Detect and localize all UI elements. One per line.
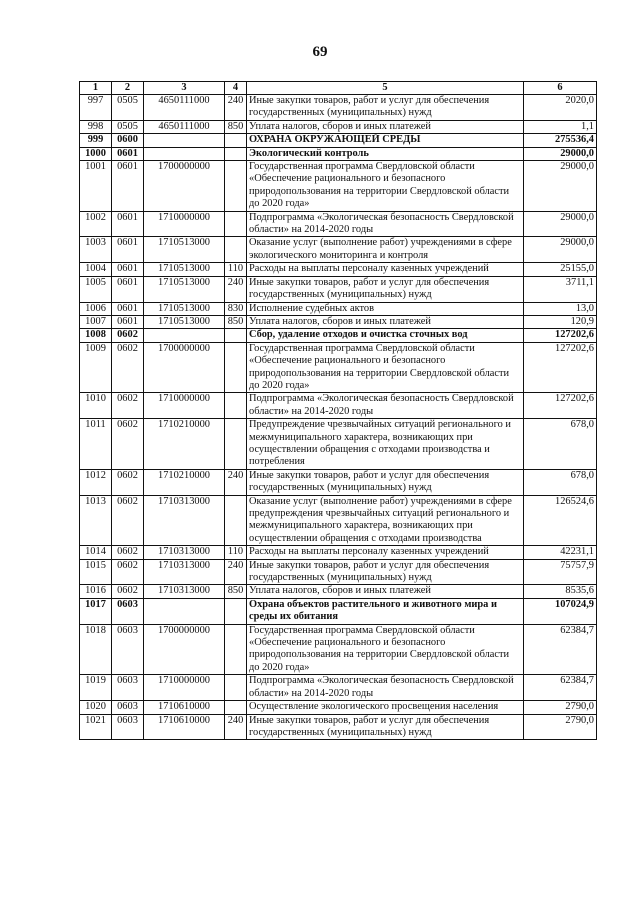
- section-code: 0601: [112, 211, 144, 237]
- amount: 8535,6: [524, 585, 597, 598]
- target-article-code: 1710513000: [144, 263, 225, 276]
- target-article-code: 1710610000: [144, 714, 225, 740]
- target-article-code: 1710000000: [144, 675, 225, 701]
- target-article-code: 1710000000: [144, 211, 225, 237]
- target-article-code: 1710513000: [144, 315, 225, 328]
- item-name: Экологический контроль: [247, 147, 524, 160]
- expense-type-code: 240: [225, 276, 247, 302]
- table-row: [80, 624, 597, 675]
- table-row: [80, 315, 597, 328]
- expense-type-code: [225, 624, 247, 675]
- table-row: [80, 546, 597, 559]
- target-article-code: 1710313000: [144, 559, 225, 585]
- section-code: 0602: [112, 393, 144, 419]
- expense-type-code: 850: [225, 585, 247, 598]
- amount: 3711,1: [524, 276, 597, 302]
- item-name: Исполнение судебных актов: [247, 302, 524, 315]
- target-article-code: 1710210000: [144, 419, 225, 470]
- header-col-5: 5: [247, 82, 524, 95]
- item-name: Оказание услуг (выполнение работ) учреждениями в сфере предупреждения чрезвычайных ситуаций регионального и межмуниципального характера, возникающих при осуществлении обращения с отходами производства: [247, 495, 524, 546]
- header-col-6: 6: [524, 82, 597, 95]
- amount: 127202,6: [524, 329, 597, 342]
- amount: 126524,6: [524, 495, 597, 546]
- table-row: [80, 237, 597, 263]
- row-number: 1007: [80, 315, 112, 328]
- row-number: 1001: [80, 161, 112, 212]
- row-number: 1019: [80, 675, 112, 701]
- table-row: [80, 263, 597, 276]
- row-number: 1013: [80, 495, 112, 546]
- item-name: Государственная программа Свердловской области «Обеспечение рационального и безопасного природопользования на территории Свердловской области до 2020 года»: [247, 624, 524, 675]
- expense-type-code: [225, 495, 247, 546]
- table-row: [80, 120, 597, 133]
- target-article-code: [144, 147, 225, 160]
- row-number: 1005: [80, 276, 112, 302]
- amount: 29000,0: [524, 237, 597, 263]
- item-name: Уплата налогов, сборов и иных платежей: [247, 585, 524, 598]
- section-code: 0602: [112, 495, 144, 546]
- header-col-3: 3: [144, 82, 225, 95]
- expense-type-code: [225, 211, 247, 237]
- expense-type-code: [225, 329, 247, 342]
- table-row: [80, 495, 597, 546]
- amount: 29000,0: [524, 161, 597, 212]
- amount: 13,0: [524, 302, 597, 315]
- item-name: Иные закупки товаров, работ и услуг для обеспечения государственных (муниципальных) нужд: [247, 559, 524, 585]
- expense-type-code: [225, 393, 247, 419]
- target-article-code: 1710313000: [144, 495, 225, 546]
- section-code: 0602: [112, 585, 144, 598]
- item-name: Расходы на выплаты персоналу казенных учреждений: [247, 546, 524, 559]
- item-name: Государственная программа Свердловской области «Обеспечение рационального и безопасного природопользования на территории Свердловской области до 2020 года»: [247, 342, 524, 393]
- row-number: 1003: [80, 237, 112, 263]
- section-code: 0603: [112, 701, 144, 714]
- table-row: [80, 329, 597, 342]
- row-number: 1014: [80, 546, 112, 559]
- amount: 25155,0: [524, 263, 597, 276]
- table-row: [80, 419, 597, 470]
- table-row: [80, 134, 597, 147]
- row-number: 1000: [80, 147, 112, 160]
- section-code: 0601: [112, 276, 144, 302]
- item-name: ОХРАНА ОКРУЖАЮЩЕЙ СРЕДЫ: [247, 134, 524, 147]
- section-code: 0603: [112, 598, 144, 624]
- target-article-code: 1710210000: [144, 469, 225, 495]
- item-name: Государственная программа Свердловской области «Обеспечение рационального и безопасного природопользования на территории Свердловской области до 2020 года»: [247, 161, 524, 212]
- expense-type-code: 240: [225, 469, 247, 495]
- row-number: 1004: [80, 263, 112, 276]
- expense-type-code: 850: [225, 315, 247, 328]
- target-article-code: 1710610000: [144, 701, 225, 714]
- header-row: [80, 82, 597, 95]
- item-name: Сбор, удаление отходов и очистка сточных вод: [247, 329, 524, 342]
- table-row: [80, 211, 597, 237]
- section-code: 0602: [112, 342, 144, 393]
- section-code: 0601: [112, 315, 144, 328]
- amount: 275536,4: [524, 134, 597, 147]
- target-article-code: 1710313000: [144, 585, 225, 598]
- header-col-4: 4: [225, 82, 247, 95]
- item-name: Иные закупки товаров, работ и услуг для обеспечения государственных (муниципальных) нужд: [247, 276, 524, 302]
- row-number: 1011: [80, 419, 112, 470]
- amount: 2790,0: [524, 714, 597, 740]
- amount: 29000,0: [524, 211, 597, 237]
- item-name: Уплата налогов, сборов и иных платежей: [247, 120, 524, 133]
- table-row: [80, 161, 597, 212]
- target-article-code: [144, 329, 225, 342]
- section-code: 0602: [112, 329, 144, 342]
- section-code: 0601: [112, 147, 144, 160]
- target-article-code: 1710000000: [144, 393, 225, 419]
- expense-type-code: 240: [225, 95, 247, 121]
- amount: 107024,9: [524, 598, 597, 624]
- expense-type-code: [225, 701, 247, 714]
- table-body: [80, 95, 597, 740]
- item-name: Охрана объектов растительного и животного мира и среды их обитания: [247, 598, 524, 624]
- section-code: 0601: [112, 237, 144, 263]
- target-article-code: 1710513000: [144, 237, 225, 263]
- expense-type-code: [225, 237, 247, 263]
- row-number: 1002: [80, 211, 112, 237]
- table-row: [80, 147, 597, 160]
- table-row: [80, 559, 597, 585]
- expense-type-code: 830: [225, 302, 247, 315]
- table-row: [80, 701, 597, 714]
- expense-type-code: [225, 675, 247, 701]
- row-number: 1009: [80, 342, 112, 393]
- target-article-code: 1710513000: [144, 276, 225, 302]
- expense-type-code: [225, 161, 247, 212]
- section-code: 0603: [112, 624, 144, 675]
- row-number: 1018: [80, 624, 112, 675]
- item-name: Уплата налогов, сборов и иных платежей: [247, 315, 524, 328]
- expense-type-code: [225, 342, 247, 393]
- row-number: 1006: [80, 302, 112, 315]
- header-col-2: 2: [112, 82, 144, 95]
- page-number: 69: [312, 44, 328, 60]
- item-name: Иные закупки товаров, работ и услуг для обеспечения государственных (муниципальных) нужд: [247, 469, 524, 495]
- target-article-code: 4650111000: [144, 95, 225, 121]
- row-number: 997: [80, 95, 112, 121]
- target-article-code: 1700000000: [144, 624, 225, 675]
- amount: 2020,0: [524, 95, 597, 121]
- table-row: [80, 675, 597, 701]
- row-number: 1015: [80, 559, 112, 585]
- table-row: [80, 714, 597, 740]
- table-row: [80, 469, 597, 495]
- expense-type-code: 110: [225, 546, 247, 559]
- section-code: 0600: [112, 134, 144, 147]
- amount: 62384,7: [524, 624, 597, 675]
- amount: 2790,0: [524, 701, 597, 714]
- section-code: 0602: [112, 559, 144, 585]
- amount: 127202,6: [524, 342, 597, 393]
- row-number: 1008: [80, 329, 112, 342]
- amount: 75757,9: [524, 559, 597, 585]
- section-code: 0601: [112, 161, 144, 212]
- item-name: Подпрограмма «Экологическая безопасность Свердловской области» на 2014-2020 годы: [247, 211, 524, 237]
- row-number: 998: [80, 120, 112, 133]
- expense-type-code: [225, 147, 247, 160]
- expense-type-code: [225, 598, 247, 624]
- row-number: 1012: [80, 469, 112, 495]
- amount: 678,0: [524, 469, 597, 495]
- target-article-code: 1710513000: [144, 302, 225, 315]
- item-name: Подпрограмма «Экологическая безопасность Свердловской области» на 2014-2020 годы: [247, 393, 524, 419]
- item-name: Подпрограмма «Экологическая безопасность Свердловской области» на 2014-2020 годы: [247, 675, 524, 701]
- target-article-code: [144, 598, 225, 624]
- table-row: [80, 276, 597, 302]
- target-article-code: 1700000000: [144, 342, 225, 393]
- table-row: [80, 342, 597, 393]
- expense-type-code: [225, 419, 247, 470]
- table-row: [80, 393, 597, 419]
- item-name: Расходы на выплаты персоналу казенных учреждений: [247, 263, 524, 276]
- amount: 127202,6: [524, 393, 597, 419]
- target-article-code: 1700000000: [144, 161, 225, 212]
- item-name: Иные закупки товаров, работ и услуг для обеспечения государственных (муниципальных) нужд: [247, 95, 524, 121]
- expense-type-code: 850: [225, 120, 247, 133]
- expense-type-code: 240: [225, 714, 247, 740]
- row-number: 1010: [80, 393, 112, 419]
- table-header: [80, 82, 597, 95]
- item-name: Предупреждение чрезвычайных ситуаций регионального и межмуниципального характера, возникающих при осуществлении обращения с отходами производства и потребления: [247, 419, 524, 470]
- section-code: 0601: [112, 302, 144, 315]
- section-code: 0603: [112, 675, 144, 701]
- section-code: 0602: [112, 546, 144, 559]
- row-number: 1016: [80, 585, 112, 598]
- target-article-code: 1710313000: [144, 546, 225, 559]
- item-name: Осуществление экологического просвещения населения: [247, 701, 524, 714]
- item-name: Оказание услуг (выполнение работ) учреждениями в сфере экологического мониторинга и контроля: [247, 237, 524, 263]
- amount: 29000,0: [524, 147, 597, 160]
- target-article-code: [144, 134, 225, 147]
- header-col-1: 1: [80, 82, 112, 95]
- expense-type-code: 110: [225, 263, 247, 276]
- section-code: 0601: [112, 263, 144, 276]
- target-article-code: 4650111000: [144, 120, 225, 133]
- row-number: 999: [80, 134, 112, 147]
- amount: 120,9: [524, 315, 597, 328]
- item-name: Иные закупки товаров, работ и услуг для обеспечения государственных (муниципальных) нужд: [247, 714, 524, 740]
- table-row: [80, 598, 597, 624]
- section-code: 0603: [112, 714, 144, 740]
- row-number: 1020: [80, 701, 112, 714]
- amount: 42231,1: [524, 546, 597, 559]
- section-code: 0505: [112, 95, 144, 121]
- expense-type-code: [225, 134, 247, 147]
- budget-table: [79, 81, 597, 740]
- row-number: 1017: [80, 598, 112, 624]
- section-code: 0602: [112, 419, 144, 470]
- row-number: 1021: [80, 714, 112, 740]
- section-code: 0505: [112, 120, 144, 133]
- table-row: [80, 585, 597, 598]
- amount: 1,1: [524, 120, 597, 133]
- section-code: 0602: [112, 469, 144, 495]
- table-row: [80, 95, 597, 121]
- amount: 678,0: [524, 419, 597, 470]
- expense-type-code: 240: [225, 559, 247, 585]
- amount: 62384,7: [524, 675, 597, 701]
- table-row: [80, 302, 597, 315]
